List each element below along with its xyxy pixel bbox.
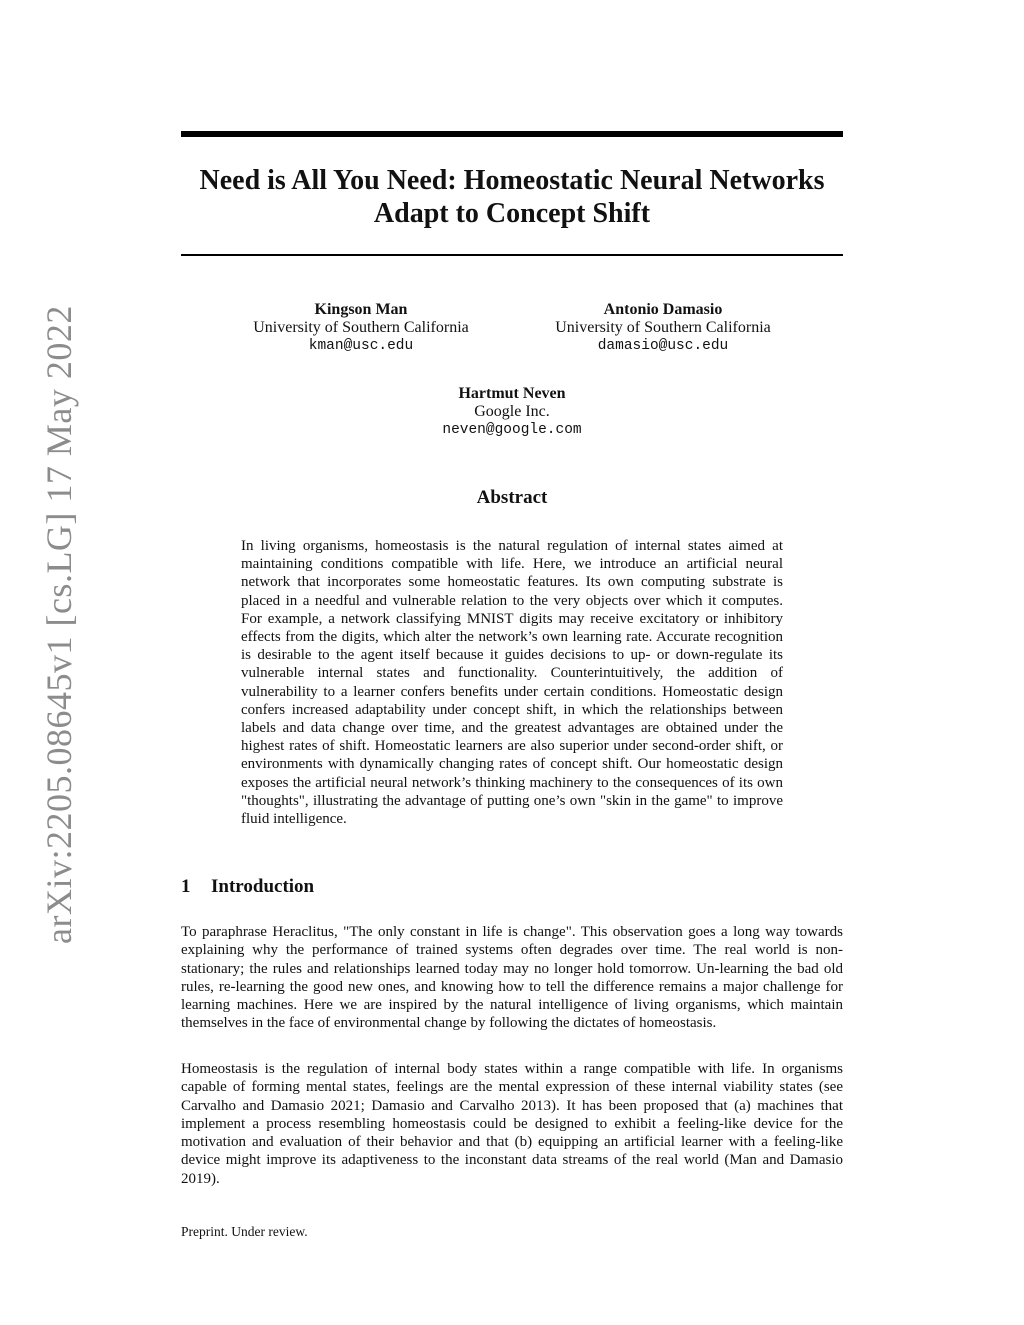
author-block (362, 385, 662, 439)
author-affiliation: Google Inc. (474, 403, 550, 420)
arxiv-identifier-stamp: arXiv:2205.08645v1 [cs.LG] 17 May 2022 (39, 305, 79, 944)
preprint-footer: Preprint. Under review. (181, 1224, 308, 1239)
paper-title-line-2: Adapt to Concept Shift (373, 198, 651, 229)
author-email[interactable]: damasio@usc.edu (597, 338, 729, 354)
author-email[interactable]: kman@usc.edu (308, 338, 414, 354)
author-affiliation: University of Southern California (555, 319, 771, 336)
paper-title (181, 164, 843, 230)
author-affiliation: University of Southern California (253, 319, 469, 336)
author-name: Antonio Damasio (603, 301, 723, 318)
body-paragraph: Homeostasis is the regulation of internal body states within a range compatible with life. In organisms capable of forming mental states, feelings are the mental expression of these internal viability states (see Carvalho and Damasio 2021; Damasio and Carvalho 2013). It has been proposed that (a) machines that implement a process resembling homeostasis could be designed to exhibit a feeling-like device for the motivation and evaluation of their behavior and that (b) equipping an artificial learner with a feeling-like device might improve its adaptiveness to the inconstant data streams of the real world (Man and Damasio 2019). (181, 1061, 843, 1187)
section-title: Introduction (211, 876, 315, 897)
abstract-text: In living organisms, homeostasis is the natural regulation of internal states aimed at maintaining conditions compatible with life. Here, we introduce an artificial neural network that incorporates some homeostatic features. Its own computing substrate is placed in a needful and vulnerable relation to the very objects over which it computes. For example, a network classifying MNIST digits may receive excitatory or inhibitory effects from the digits, which alter the network’s own learning rate. Accurate recognition is desirable to the agent itself because it guides decisions to up- or down-regulate its vulnerable internal states and functionality. Counterintuitively, the addition of vulnerability to a learner confers benefits under certain conditions. Homeostatic design confers increased adaptability under concept shift, in which the relationships between labels and data change over time, and the greatest advantages are obtained under the highest rates of shift. Homeostatic learners are also superior under second-order shift, or environments with dynamically changing rates of concept shift. Our homeostatic design exposes the artificial neural network’s thinking machinery to the consequences of its own "thoughts", illustrating the advantage of putting one’s own "skin in the game" to improve fluid intelligence. (241, 538, 783, 828)
body-paragraph: To paraphrase Heraclitus, "The only constant in life is change". This observation goes a long way towards explaining why the performance of trained systems often degrades over time. The real world is non-stationary; the rules and relationships learned today may no longer hold tomorrow. Un-learning the bad old rules, re-learning the good new ones, and knowing how to tell the difference remains a major challenge for learning machines. Here we are inspired by the natural intelligence of living organisms, which maintain themselves in the face of environmental change by following the dictates of homeostasis. (181, 924, 843, 1032)
paper-title-line-1: Need is All You Need: Homeostatic Neural Networks (199, 165, 825, 196)
author-block (211, 301, 511, 355)
author-name: Hartmut Neven (458, 385, 566, 402)
section-number: 1 (181, 876, 191, 897)
author-email[interactable]: neven@google.com (442, 422, 582, 438)
title-bottom-rule (181, 254, 843, 256)
abstract-heading: Abstract (476, 487, 548, 508)
author-name: Kingson Man (314, 301, 408, 318)
section-heading (181, 876, 314, 898)
author-block (513, 301, 813, 355)
title-top-rule (181, 131, 843, 137)
